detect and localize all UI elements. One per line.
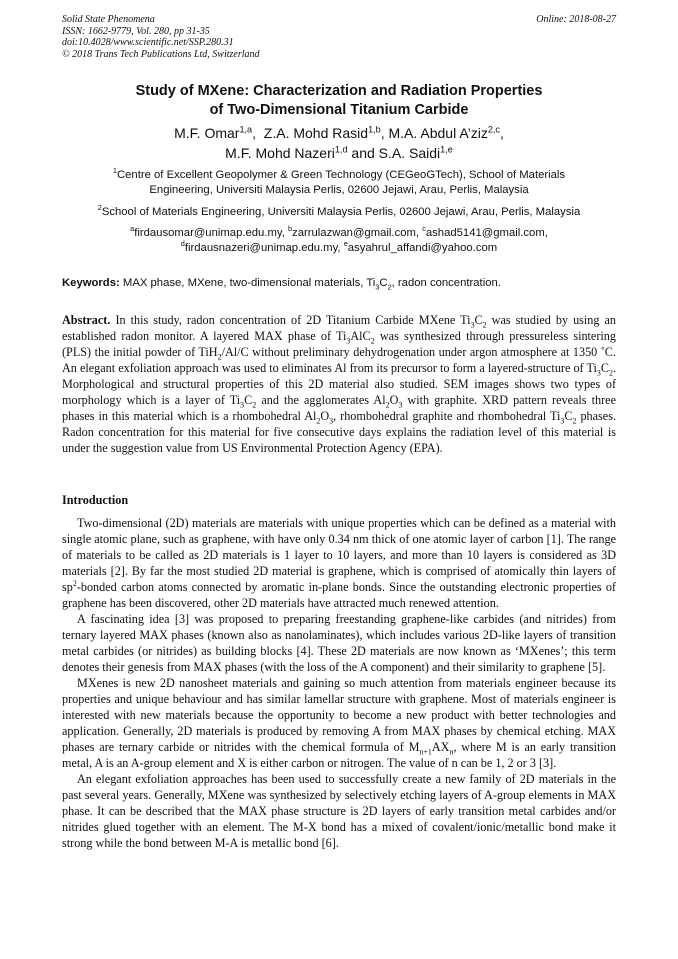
abstract-text: C	[474, 313, 483, 327]
subscript: 2	[482, 320, 487, 330]
subscript: 3	[346, 336, 351, 346]
email-link[interactable]: asyahrul_affandi@yahoo.com	[347, 242, 498, 254]
abstract-text: with graphite. XRD pattern reveals three phases in this material which is a rhombohedral Al	[62, 393, 616, 423]
subscript: n+1	[419, 747, 432, 757]
abstract-text: and the agglomerates Al	[256, 393, 386, 407]
email-sup: b	[287, 224, 293, 234]
paragraph-text: -bonded carbon atoms connected by aromatic in-plane bonds. Since the outstanding electronic properties of graphene has been discovered, other 2D materials have attracted much renewed attention.	[62, 580, 616, 610]
keywords-text: MAX phase, MXene, two-dimensional materials, Ti	[122, 277, 376, 289]
affiliation-sup: 2	[97, 203, 102, 213]
email-link[interactable]: firdausnazeri@unimap.edu.my,	[184, 242, 341, 254]
abstract-text: . Morphological and structural properties of this 2D material also studied. SEM images shows two types of morphology which is a layer of Ti	[62, 361, 616, 407]
affiliation-sup: 1	[112, 166, 117, 176]
email-link[interactable]: ashad5141@gmail.com,	[425, 227, 548, 239]
copyright-line: © 2018 Trans Tech Publications Ltd, Switzerland	[62, 48, 260, 60]
subscript: 3	[470, 320, 475, 330]
keywords-text: C	[379, 277, 388, 289]
abstract-label: Abstract.	[62, 313, 111, 327]
subscript: 3	[398, 400, 403, 410]
issn-line: ISSN: 1662-9779, Vol. 280, pp 31-35	[62, 25, 210, 37]
email-link[interactable]: zarrulazwan@gmail.com,	[292, 227, 420, 239]
keywords-label: Keywords:	[62, 277, 120, 289]
subscript: 2	[370, 336, 375, 346]
email-sup: a	[130, 224, 135, 234]
journal-name: Solid State Phenomena	[62, 14, 155, 25]
title-line-1: Study of MXene: Characterization and Radiation Properties	[135, 83, 543, 99]
section-heading-introduction: Introduction	[62, 493, 129, 507]
author-sup: 2,c	[487, 124, 500, 135]
author-sup: 1,b	[368, 124, 381, 135]
abstract-text: O	[389, 393, 399, 407]
subscript: 3	[240, 400, 245, 410]
abstract-text: phases. Radon concentration for this material for five consecutive days explains the radiation level of this material is under the suggestion value from US Environmental Protection Agency (EPA).	[62, 409, 616, 455]
email-sup: c	[422, 224, 426, 234]
keywords	[62, 276, 616, 291]
subscript: 2	[252, 400, 257, 410]
author-name: M.A. Abdul A’ziz	[388, 125, 488, 141]
paragraph-text: AX	[431, 740, 450, 754]
subscript: 2	[385, 400, 390, 410]
doi-line: doi:10.4028/www.scientific.net/SSP.280.31	[62, 37, 234, 48]
author-name: M.F. Omar	[174, 125, 240, 141]
paragraph	[62, 515, 616, 611]
abstract-text: AlC	[350, 329, 371, 343]
author-sup: 1,d	[334, 144, 348, 155]
email-link[interactable]: firdausomar@unimap.edu.my,	[134, 227, 285, 239]
paragraph: An elegant exfoliation approaches has been used to successfully create a new family of 2D materials in the past several years. Generally, MXene was synthesized by selectively etching layers of A-group elements in MAX phase. It can be described that the MAX phase structure is 2D layers of early transition metal carbides and/or nitrides glued together with an element. The M-X bond has a mixed of covalent/ionic/metallic bond make it strong while the bond between M-A is metallic bond [6].	[62, 772, 616, 850]
author-name: S.A. Saidi	[378, 145, 441, 161]
authors-line-1: M.F. Omar$^{1,a}$, Z.A. Mohd Rasid$^{1,b}$, M.A. Abdul A’ziz$^{2,c}$,	[174, 124, 504, 141]
author-and: and	[351, 145, 375, 161]
abstract-text: /Al/C without preliminary dehydrogenation under argon atmosphere at 1350 ˚C. An elegant exfoliation approach was used to eliminates Al from its precursor to form a layered-structure of Ti	[62, 345, 616, 375]
abstract-text: In this study, radon concentration of 2D Titanium Carbide MXene Ti	[115, 313, 471, 327]
paragraph: A fascinating idea [3] was proposed to preparing freestanding graphene-like carbides (and nitrides) from ternary layered MAX phases (known also as nanolaminates), which includes various 2D-like layers of transition metal carbides (or nitrides) as building blocks [4]. These 2D materials are now known as ‘MXenes’; this term denotes their genesis from MAX phases (with the loss of the A component) and their similarity to graphene [5].	[62, 612, 616, 674]
author-name: Z.A. Mohd Rasid	[263, 125, 369, 141]
affiliation-2	[62, 205, 616, 220]
subscript: 3	[596, 368, 601, 378]
abstract-text: C	[600, 361, 609, 375]
author-sup: 1,e	[440, 144, 453, 155]
paragraph-text: Two-dimensional (2D) materials are materials with unique properties which can be defined as a material with single atomic plane, such as graphene, with have only 0.34 nm thick of one atomic layer of carbon [1]. The range of materials to be called as 2D materials is 1 layer to 10 layers, and more than 10 layers is considered as 3D materials [2]. By far the most studied 2D material is graphene, which is comprised of atomically thin layers of sp	[62, 516, 616, 594]
email-list	[62, 226, 616, 256]
subscript: 2	[608, 368, 613, 378]
paragraph-text: MXenes is new 2D nanosheet materials and gaining so much attention from materials engineer because its properties and unique behaviour and has similar lamellar structure with graphene. Most of materials engineer is interested with new materials because the opportunity to become a new product with better technologies and application. Generally, 2D materials is produced by removing A from MAX phases by chemical etching. MAX phases are ternary carbide or nitrides with the chemical formula of M	[62, 676, 616, 754]
online-date: Online: 2018-08-27	[536, 14, 616, 25]
title-line-2: of Two-Dimensional Titanium Carbide	[209, 102, 469, 118]
email-sup: e	[343, 239, 348, 249]
authors-line-2	[62, 143, 616, 163]
subscript: n	[449, 747, 454, 757]
subscript: 2	[217, 352, 222, 362]
paragraph-text: , where M is an early transition metal, A is an A-group element and X is either carbon or nitrogen. The value of n can be 1, 2 or 3 [3].	[62, 740, 616, 770]
abstract-text: , rhombohedral graphite and rhombohedral Ti	[333, 409, 561, 423]
keywords-text: , radon concentration.	[391, 277, 501, 289]
affiliation-text: Centre of Excellent Geopolymer & Green Technology (CEGeoGTech), School of Materials	[116, 169, 566, 181]
affiliation-text: School of Materials Engineering, Universiti Malaysia Perlis, 02600 Jejawi, Arau, Perlis, Malaysia	[101, 206, 581, 218]
paragraph	[62, 675, 616, 771]
author-sup: 1,a	[239, 124, 253, 135]
abstract	[62, 312, 616, 456]
author-list	[62, 123, 616, 163]
subscript: 2	[316, 416, 321, 426]
journal-header	[62, 14, 616, 60]
affiliation-1	[62, 168, 616, 198]
subscript: 2	[572, 416, 577, 426]
subscript: 3	[375, 282, 380, 292]
abstract-text: was studied by using an established radon monitor. A layered MAX phase of Ti	[62, 313, 617, 343]
subscript: 2	[387, 282, 392, 292]
abstract-text: C	[564, 409, 573, 423]
affiliation-text: Engineering, Universiti Malaysia Perlis, 02600 Jejawi, Arau, Perlis, Malaysia	[149, 184, 529, 196]
subscript: 3	[329, 416, 334, 426]
author-name: M.F. Mohd Nazeri	[225, 145, 335, 161]
abstract-text: C	[244, 393, 253, 407]
abstract-text: was synthesized through pressureless sintering (PLS) the initial powder of TiH	[62, 329, 616, 359]
subscript: 3	[560, 416, 565, 426]
paper-title	[62, 82, 616, 120]
abstract-text: O	[320, 409, 330, 423]
superscript: 2	[72, 578, 77, 588]
introduction-body	[62, 515, 616, 851]
email-sup: d	[180, 239, 185, 249]
